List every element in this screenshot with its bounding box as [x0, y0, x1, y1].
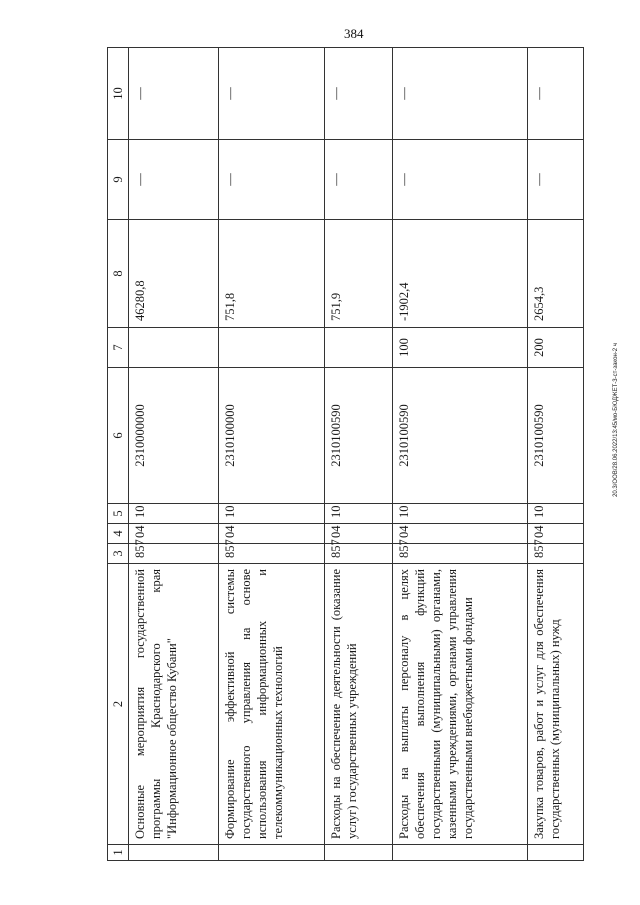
- row-ministry-code: 857: [325, 544, 393, 564]
- row-amount-year2: —: [393, 140, 528, 220]
- row-amount-year2: —: [528, 140, 584, 220]
- header-cell-8: 8: [108, 220, 129, 328]
- header-cell-2: 2: [108, 564, 129, 845]
- row-amount-year3: —: [129, 48, 219, 140]
- row-ministry-code: 857: [393, 544, 528, 564]
- row-description: Формирование эффективной системы государственного управления на основе использования информационных и телекоммуникационных технологий: [219, 564, 325, 845]
- table-row: [129, 48, 219, 861]
- row-subsection-code: 10: [528, 504, 584, 524]
- row-section-code: 04: [528, 524, 584, 544]
- row-expense-type: [129, 328, 219, 368]
- row-amount: -1902,4: [393, 220, 528, 328]
- row-section-code: 04: [393, 524, 528, 544]
- row-expense-type: 100: [393, 328, 528, 368]
- header-cell-5: 5: [108, 504, 129, 524]
- row-section-code: 04: [219, 524, 325, 544]
- row-description: Расходы на выплаты персоналу в целях обеспечения выполнения функций государственными (муниципальными) органами, казенными учреждениями, органами управления государственными внебюджетными фондами: [393, 564, 528, 845]
- row-subsection-code: 10: [325, 504, 393, 524]
- row-target-article: 2310100590: [528, 368, 584, 504]
- header-cell-10: 10: [108, 48, 129, 140]
- row-amount-year2: —: [325, 140, 393, 220]
- row-cell-1: [325, 845, 393, 861]
- row-amount: 2654,3: [528, 220, 584, 328]
- row-amount-year3: —: [528, 48, 584, 140]
- table-row: [528, 48, 584, 861]
- header-cell-9: 9: [108, 140, 129, 220]
- row-cell-1: [219, 845, 325, 861]
- table-row: [325, 48, 393, 861]
- row-target-article: 2310100590: [325, 368, 393, 504]
- row-description: Расходы на обеспечение деятельности (оказание услуг) государственных учреждений: [325, 564, 393, 845]
- row-amount-year3: —: [325, 48, 393, 140]
- row-amount-year2: —: [129, 140, 219, 220]
- row-ministry-code: 857: [528, 544, 584, 564]
- header-cell-4: 4: [108, 524, 129, 544]
- row-subsection-code: 10: [129, 504, 219, 524]
- row-amount-year2: —: [219, 140, 325, 220]
- header-cell-6: 6: [108, 368, 129, 504]
- row-subsection-code: 10: [393, 504, 528, 524]
- budget-table-sheet: [107, 48, 587, 861]
- row-amount: 751,9: [325, 220, 393, 328]
- row-amount: 751,8: [219, 220, 325, 328]
- header-cell-1: 1: [108, 845, 129, 861]
- row-amount-year3: —: [219, 48, 325, 140]
- side-note: [612, 40, 620, 800]
- table-header-row: [108, 48, 129, 861]
- budget-table: [107, 47, 584, 861]
- row-ministry-code: 857: [219, 544, 325, 564]
- row-target-article: 2310100000: [219, 368, 325, 504]
- side-note-text: 20.3/ООВ/28.06.2022/13:45/мо-БЮДЖЕТ-3-ст-закон-2 ч: [613, 343, 619, 497]
- row-subsection-code: 10: [219, 504, 325, 524]
- row-ministry-code: 857: [129, 544, 219, 564]
- row-cell-1: [528, 845, 584, 861]
- page-number: 384: [344, 26, 364, 41]
- row-section-code: 04: [129, 524, 219, 544]
- header-cell-7: 7: [108, 328, 129, 368]
- row-expense-type: 200: [528, 328, 584, 368]
- row-expense-type: [325, 328, 393, 368]
- row-target-article: 2310000000: [129, 368, 219, 504]
- table-row: [393, 48, 528, 861]
- row-expense-type: [219, 328, 325, 368]
- row-description: Основные мероприятия государственной программы Краснодарского края "Информационное общество Кубани": [129, 564, 219, 845]
- header-cell-3: 3: [108, 544, 129, 564]
- row-amount: 46280,8: [129, 220, 219, 328]
- row-amount-year3: —: [393, 48, 528, 140]
- table-row: [219, 48, 325, 861]
- row-description: Закупка товаров, работ и услуг для обеспечения государственных (муниципальных) нужд: [528, 564, 584, 845]
- row-cell-1: [129, 845, 219, 861]
- row-section-code: 04: [325, 524, 393, 544]
- row-target-article: 2310100590: [393, 368, 528, 504]
- row-cell-1: [393, 845, 528, 861]
